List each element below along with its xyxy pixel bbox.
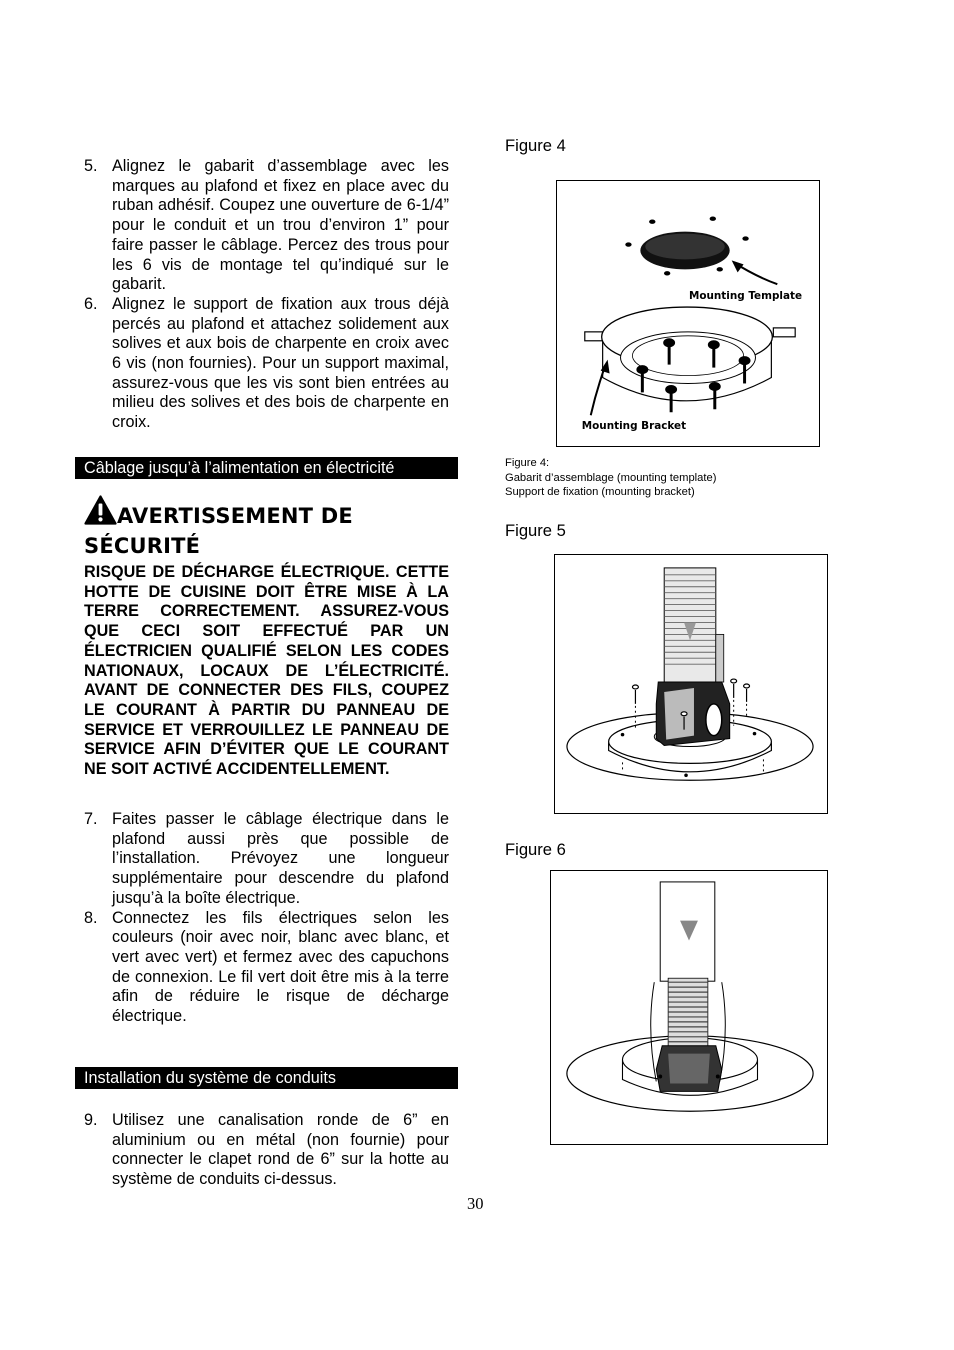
step-number: 6. [84,294,98,313]
figure4-illustration [557,181,819,446]
figure5-illustration [555,555,827,813]
caption-line: Support de fixation (mounting bracket) [505,486,695,498]
step-number: 8. [84,908,98,927]
section-heading-ducts: Installation du système de conduits [75,1067,458,1089]
figure6-label: Figure 6 [505,840,566,859]
steps-5-6 [84,157,449,433]
warning-title-line1: AVERTISSEMENT DE [117,504,353,528]
figure6-illustration [551,871,827,1144]
step-text: Connectez les fils électriques selon les couleurs (noir avec noir, blanc avec blanc, et vert avec vert) et fermez avec des capuchons de connexion. Le fil vert doit être mis à la terre afin de réduire le risque de décharge électrique. [112,908,449,1026]
caption-line: Gabarit d’assemblage (mounting template) [505,471,717,484]
callout-mounting-template: Mounting Template [688,290,803,303]
step-text: Alignez le gabarit d’assemblage avec les marques au plafond et fixez en place avec du ruban adhésif. Coupez une ouverture de 6-1/4” pour le conduit et un trou d’environ 1” pour faire passer le câblage. Percez des trous pour les 6 vis de montage tel qu’indiqué sur le gabarit. [112,157,449,294]
safety-warning [84,495,449,780]
step-6 [84,295,449,433]
step-9 [84,1111,449,1190]
figure5-label: Figure 5 [505,521,566,540]
figure5-image [554,554,828,814]
flex-duct [668,978,708,1055]
warning-title [84,495,449,561]
page-number: 30 [467,1194,484,1213]
callout-mounting-bracket: Mounting Bracket [581,420,687,433]
step-text: Utilisez une canalisation ronde de 6” en aluminium ou en métal (non fournie) pour connecter le clapet rond de 6” sur la hotte au système de conduits ci-dessus. [112,1111,449,1189]
caption-line: Figure 4: [505,457,550,469]
warning-triangle-icon [84,495,117,525]
steps-7-8 [84,810,449,1027]
figure4-label: Figure 4 [505,136,566,155]
section-heading-wiring: Câblage jusqu’à l’alimentation en électricité [75,457,458,479]
warning-body: RISQUE DE DÉCHARGE ÉLECTRIQUE. CETTE HOTTE DE CUISINE DOIT ÊTRE MISE À LA TERRE CORRECTEMENT. ASSUREZ-VOUS QUE CECI SOIT EFFECTUÉ PAR UN ÉLECTRICIEN QUALIFIÉ SELON LES CODES NATIONAUX, LOCAUX DE L’ÉLECTRICITÉ. AVANT DE CONNECTER DES FILS, COUPEZ LE COURANT À PARTIR DU PANNEAU DE SERVICE ET VERROUILLEZ LE PANNEAU DE SERVICE AFIN D’ÉVITER QUE LE COURANT NE SOIT ACTIVÉ ACCIDENTELLEMENT. [84,563,449,779]
steps-9 [84,1111,449,1190]
step-number: 7. [84,810,98,828]
warning-title-line2: SÉCURITÉ [84,534,201,558]
step-text: Alignez le support de fixation aux trous déjà percés au plafond et attachez solidement aux solives et aux bois de charpente en croix avec 6 vis (non fournies). Pour un support maximal, assurez-vous que les vis sont bien entrées au milieu des solives et des bois de charpente en croix. [112,294,449,432]
step-7 [84,810,449,909]
figure6-image [550,870,828,1145]
step-5 [84,157,449,295]
figure4-caption [505,456,716,500]
step-number: 9. [84,1111,98,1129]
step-text: Faites passer le câblage électrique dans le plafond aussi près que possible de l’installation. Prévoyez une longueur supplémentaire pour descendre du plafond jusqu’à la boîte électrique. [112,810,449,907]
figure4-image [556,180,820,447]
step-number: 5. [84,157,98,175]
step-8 [84,909,449,1027]
